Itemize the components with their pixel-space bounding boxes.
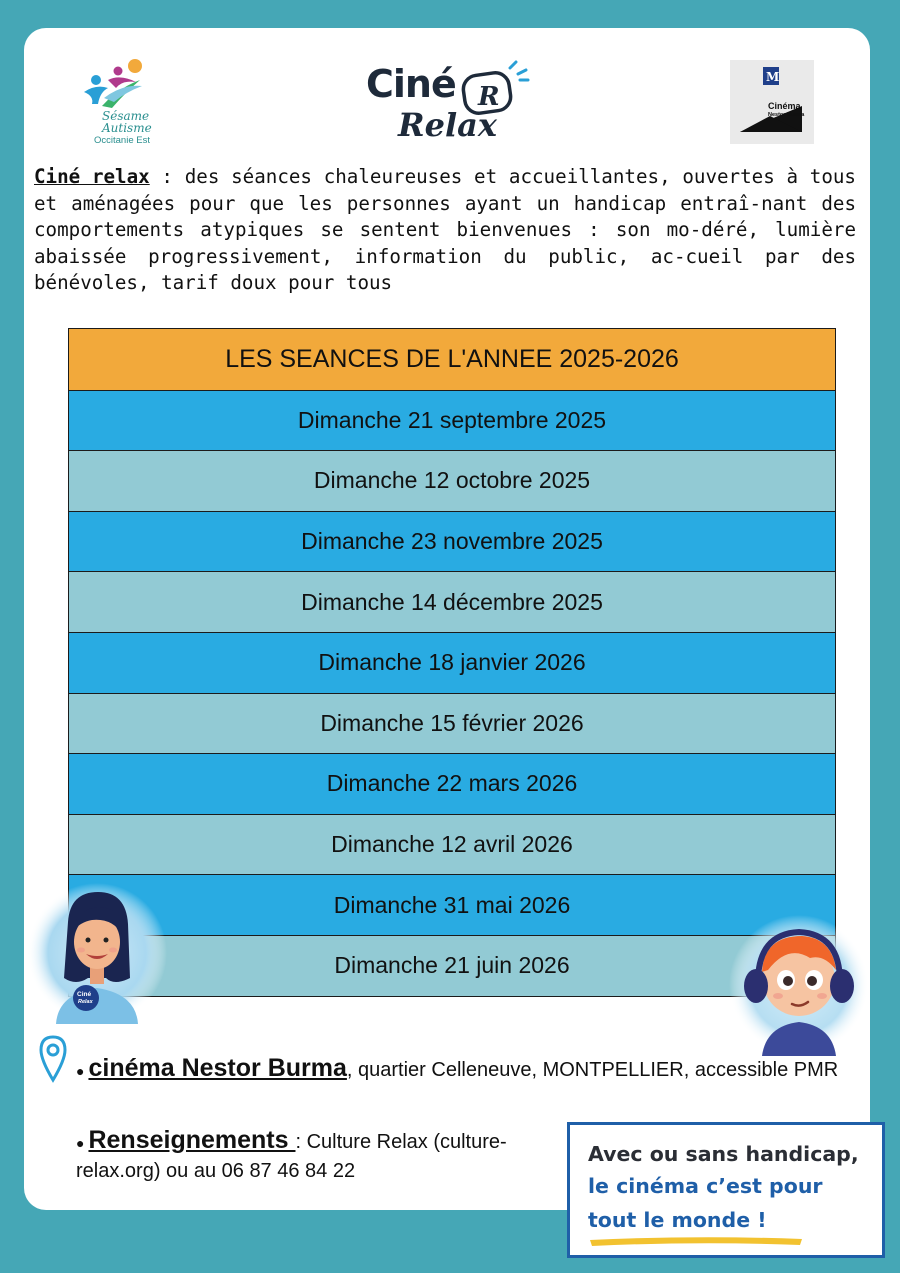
yellow-underline-icon [588, 1235, 808, 1249]
schedule-row: Dimanche 21 septembre 2025 [69, 390, 835, 451]
schedule-title: LES SEANCES DE L'ANNEE 2025-2026 [69, 329, 835, 390]
sesame-autisme-logo [78, 58, 178, 150]
schedule-row: Dimanche 15 février 2026 [69, 693, 835, 754]
intro-paragraph [34, 164, 856, 297]
sesame-line1: Sésame [102, 109, 150, 123]
contact-label: Renseignements [88, 1126, 296, 1154]
relax-word: Relax [398, 106, 497, 144]
nestor-line1: Cinéma [768, 101, 801, 111]
child-avatar [728, 914, 870, 1056]
slogan-box [567, 1122, 885, 1258]
cinema-nestor-burma-logo [730, 60, 814, 144]
woman-avatar [26, 882, 168, 1024]
intro-text: : des séances chaleureuses et accueillantes, ouvertes à tous et aménagées pour que les personnes ayant un handicap entraî-nant des comportements atypiques se sentent bienvenues : son mo-déré, lumière abaissée progressivement, information du public, ac-cueil par des bénévoles, tarif doux pour tous [34, 165, 856, 294]
child-headphones-icon [728, 914, 870, 1056]
schedule-row: Dimanche 12 octobre 2025 [69, 450, 835, 511]
sesame-line3: Occitanie Est [94, 135, 150, 146]
woman-avatar-icon [26, 882, 168, 1024]
location-name: cinéma Nestor Burma [88, 1054, 347, 1082]
sesame-line2: Autisme [102, 121, 152, 135]
nestor-m-letter: M [766, 70, 780, 84]
cine-relax-logo [362, 58, 542, 154]
schedule-row: Dimanche 31 mai 2026 [69, 874, 835, 935]
schedule-row: Dimanche 14 décembre 2025 [69, 571, 835, 632]
schedule-row: Dimanche 18 janvier 2026 [69, 632, 835, 693]
schedule-table [68, 328, 836, 997]
location-info: ● cinéma Nestor Burma, quartier Celleneuve, MONTPELLIER, accessible PMR [76, 1054, 839, 1082]
contact-detail: : Culture Relax (culture-relax.org) ou au 06 87 46 84 22 [76, 1131, 507, 1182]
schedule-row: Dimanche 23 novembre 2025 [69, 511, 835, 572]
avatar-badge-line2: Relax [78, 999, 93, 1005]
intro-keyword: Ciné relax [34, 165, 150, 188]
schedule-row: Dimanche 12 avril 2026 [69, 814, 835, 875]
contact-info: ● Renseignements : Culture Relax (culture-relax.org) ou au 06 87 46 84 22 [76, 1126, 507, 1182]
cine-word: Ciné [366, 62, 456, 106]
slogan-line3: tout le monde ! [588, 1208, 767, 1232]
schedule-row: Dimanche 22 mars 2026 [69, 753, 835, 814]
slogan-line2: le cinéma c’est pour [588, 1174, 823, 1198]
slogan-line1: Avec ou sans handicap, [588, 1142, 859, 1166]
relax-badge-letter: R [478, 82, 500, 112]
nestor-line2: Nestor Burma [768, 112, 805, 118]
location-pin-icon [38, 1034, 68, 1084]
avatar-badge-line1: Ciné [77, 991, 92, 998]
schedule-row: Dimanche 21 juin 2026 [69, 935, 835, 996]
location-detail: , quartier Celleneuve, MONTPELLIER, accessible PMR [346, 1059, 839, 1081]
